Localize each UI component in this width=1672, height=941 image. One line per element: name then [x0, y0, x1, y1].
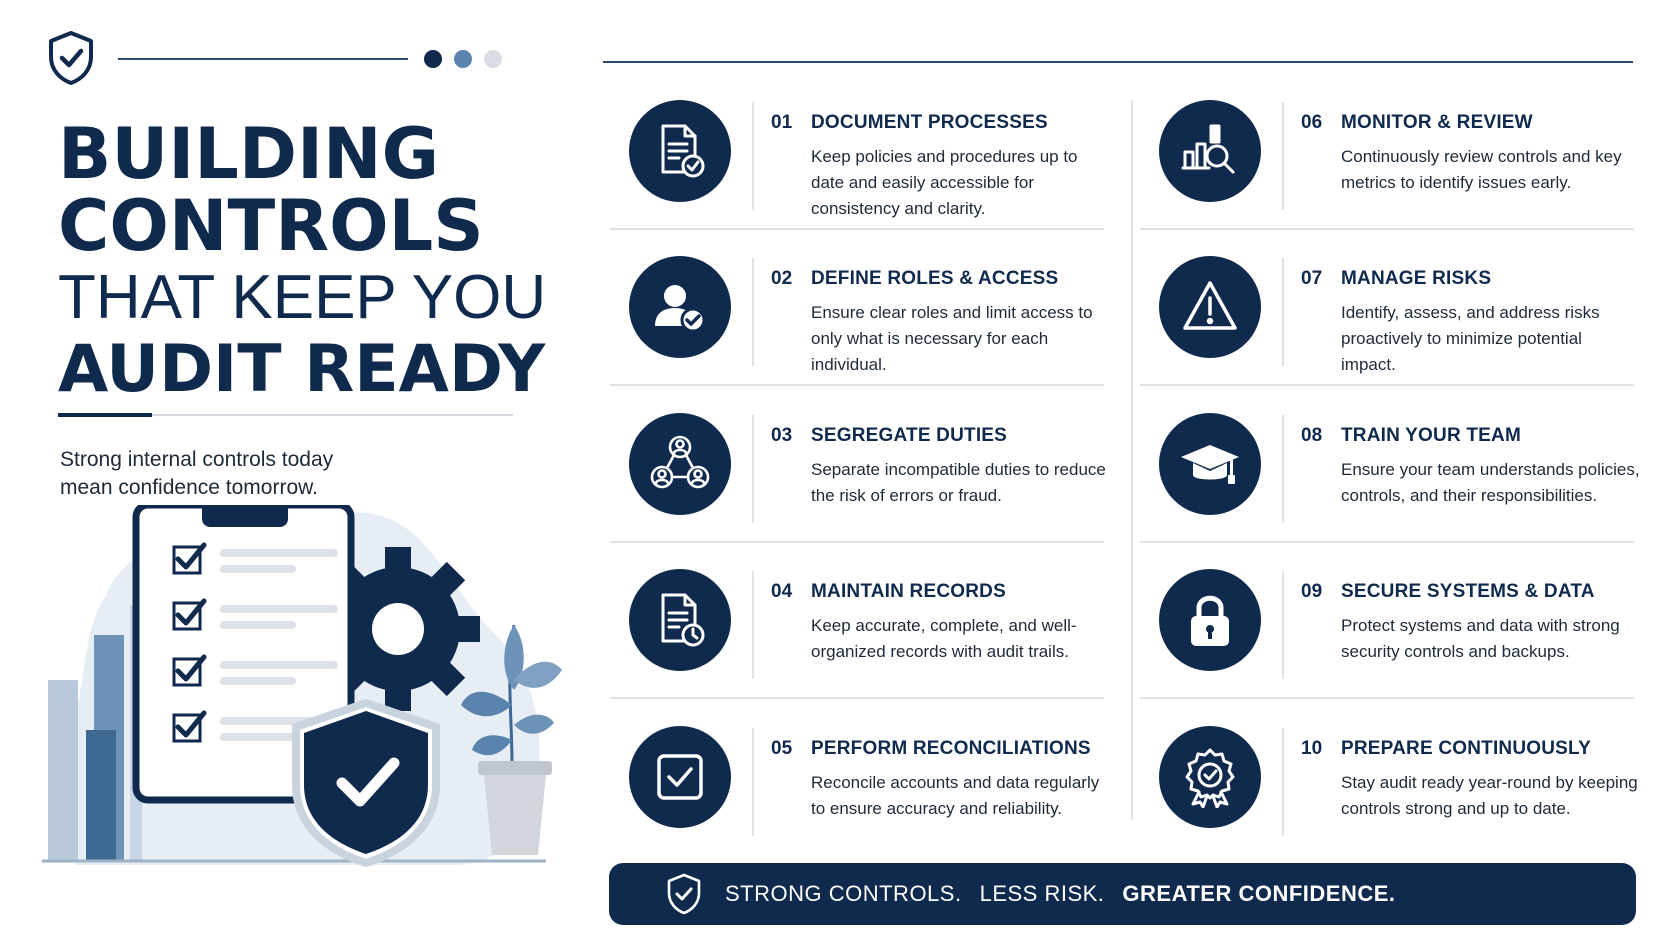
audit-illustration: [36, 505, 576, 875]
item-description: Reconcile accounts and data regularly to ensure accuracy and reliability.: [811, 773, 1100, 818]
item-number: 04: [771, 581, 793, 602]
warning-icon: [1159, 256, 1261, 358]
item-number: 07: [1301, 268, 1323, 289]
network-users-icon: [629, 413, 731, 515]
title-line-1: BUILDING: [58, 113, 440, 195]
item-title: DEFINE ROLES & ACCESS: [811, 268, 1059, 289]
item-description: Separate incompatible duties to reduce the risk of errors or fraud.: [811, 460, 1106, 505]
checkbox-icon: [629, 726, 731, 828]
shield-check-icon: [665, 873, 703, 915]
control-item-02: [604, 236, 1124, 386]
item-description: Continuously review controls and key metrics to identify issues early.: [1341, 147, 1622, 192]
document-clock-icon: [629, 569, 731, 671]
padlock-icon: [1159, 569, 1261, 671]
item-title: PREPARE CONTINUOUSLY: [1341, 738, 1591, 759]
item-description: Stay audit ready year-round by keeping controls strong and up to date.: [1341, 773, 1638, 818]
title-line-2: CONTROLS: [58, 185, 484, 267]
header-rule: [118, 58, 408, 60]
item-description: Keep policies and procedures up to date and easily accessible for consistency and clarity.: [811, 147, 1078, 218]
control-item-07: [1134, 236, 1654, 386]
page-title: [58, 113, 547, 407]
item-description: Protect systems and data with strong security controls and backups.: [1341, 616, 1620, 661]
item-number: 02: [771, 268, 793, 289]
title-line-3: THAT KEEP YOU: [58, 263, 547, 332]
item-description: Ensure your team understands policies, controls, and their responsibilities.: [1341, 460, 1640, 505]
item-number: 06: [1301, 112, 1323, 133]
item-number: 05: [771, 738, 793, 759]
title-underline: [58, 414, 513, 416]
control-item-05: [604, 706, 1124, 856]
item-number: 10: [1301, 738, 1323, 759]
subtitle: Strong internal controls today mean confidence tomorrow.: [60, 448, 334, 499]
control-item-08: [1134, 393, 1654, 543]
shield-check-icon: [46, 30, 96, 86]
user-check-icon: [629, 256, 731, 358]
item-number: 08: [1301, 425, 1323, 446]
item-title: PERFORM RECONCILIATIONS: [811, 738, 1091, 759]
footer-banner: [609, 863, 1636, 925]
control-item-03: [604, 393, 1124, 543]
item-description: Keep accurate, complete, and well-organized records with audit trails.: [811, 616, 1077, 661]
control-item-06: [1134, 80, 1654, 230]
item-number: 09: [1301, 581, 1323, 602]
item-title: DOCUMENT PROCESSES: [811, 112, 1048, 133]
item-title: TRAIN YOUR TEAM: [1341, 425, 1521, 446]
item-title: MANAGE RISKS: [1341, 268, 1492, 289]
footer-text-3: GREATER CONFIDENCE.: [1122, 881, 1396, 906]
shield-check-icon: [296, 703, 436, 863]
graduation-cap-icon: [1159, 413, 1261, 515]
footer-text-2: LESS RISK.: [979, 881, 1105, 906]
chart-magnifier-icon: [1159, 100, 1261, 202]
item-title: MONITOR & REVIEW: [1341, 112, 1533, 133]
item-description: Ensure clear roles and limit access to only what is necessary for each individual.: [811, 303, 1093, 374]
grid-top-rule: [603, 61, 1633, 63]
item-title: MAINTAIN RECORDS: [811, 581, 1006, 602]
footer-text-1: STRONG CONTROLS.: [725, 881, 962, 906]
item-number: 03: [771, 425, 793, 446]
dot-1: [424, 50, 442, 68]
award-badge-icon: [1159, 726, 1261, 828]
title-line-4: AUDIT READY: [58, 332, 546, 407]
item-number: 01: [771, 112, 793, 133]
item-description: Identify, assess, and address risks proactively to minimize potential impact.: [1341, 303, 1600, 374]
control-item-04: [604, 549, 1124, 699]
control-item-10: [1134, 706, 1654, 856]
dot-2: [454, 50, 472, 68]
page-dots: [424, 50, 502, 68]
document-check-icon: [629, 100, 731, 202]
item-title: SECURE SYSTEMS & DATA: [1341, 581, 1595, 602]
control-item-01: [604, 80, 1124, 230]
control-item-09: [1134, 549, 1654, 699]
column-divider: [1131, 100, 1133, 820]
dot-3: [484, 50, 502, 68]
item-title: SEGREGATE DUTIES: [811, 425, 1008, 446]
